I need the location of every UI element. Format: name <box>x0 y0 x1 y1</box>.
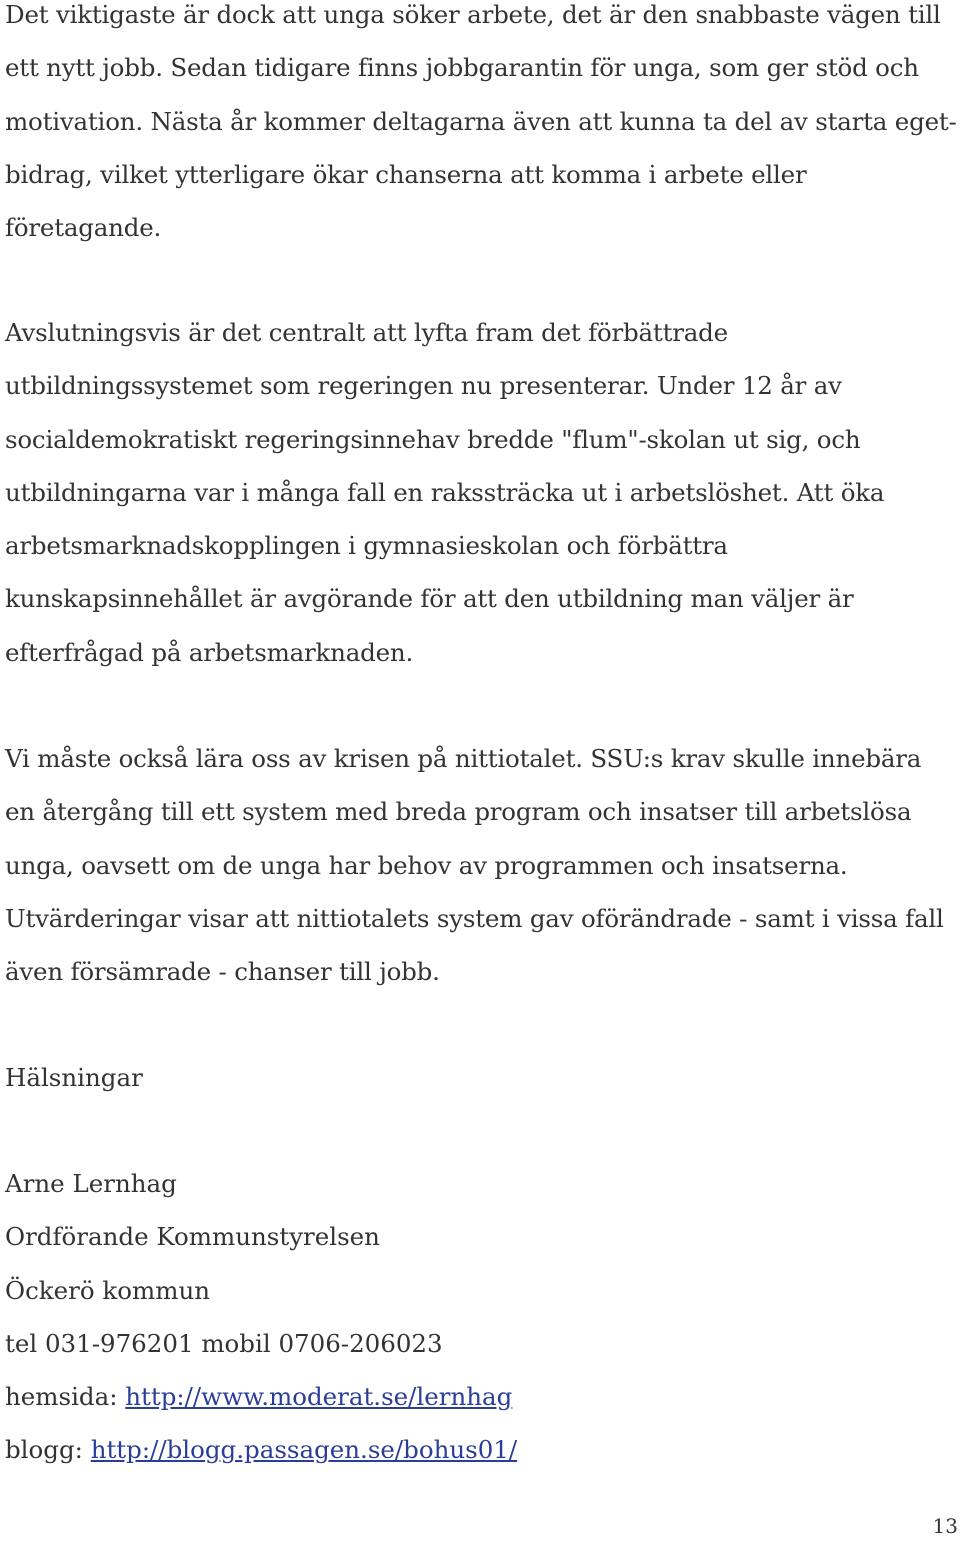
text-line: Det viktigaste är dock att unga söker arbete, det är den snabbaste vägen till <box>5 0 941 29</box>
text-line: en återgång till ett system med breda program och insatser till arbetslösa <box>5 797 912 827</box>
website-link[interactable]: http://www.moderat.se/lernhag <box>125 1382 513 1412</box>
text-line: utbildningssystemet som regeringen nu presenterar. Under 12 år av <box>5 371 842 401</box>
text-line: kunskapsinnehållet är avgörande för att den utbildning man väljer är <box>5 584 854 614</box>
paragraph-3 <box>5 732 955 998</box>
paragraph-1 <box>5 0 955 254</box>
signature-block <box>5 1157 517 1477</box>
paragraph-2 <box>5 306 955 679</box>
text-line: även försämrade - chanser till jobb. <box>5 957 440 987</box>
signature-website <box>5 1370 517 1423</box>
text-line: Vi måste också lära oss av krisen på nittiotalet. SSU:s krav skulle innebära <box>5 744 922 773</box>
signature-blog <box>5 1423 517 1476</box>
blog-link[interactable]: http://blogg.passagen.se/bohus01/ <box>90 1435 518 1465</box>
text-line: utbildningarna var i många fall en rakssträcka ut i arbetslöshet. Att öka <box>5 477 885 507</box>
page-number: 13 <box>932 1514 958 1538</box>
signature-title: Ordförande Kommunstyrelsen <box>5 1222 380 1252</box>
text-line: motivation. Nästa år kommer deltagarna även att kunna ta del av starta eget- <box>5 106 957 136</box>
text-line: socialdemokratiskt regeringsinnehav bredde "flum"-skolan ut sig, och <box>5 424 861 454</box>
greeting: Hälsningar <box>5 1063 143 1092</box>
text-line: efterfrågad på arbetsmarknaden. <box>5 637 414 667</box>
signature-phone: tel 031-976201 mobil 0706-206023 <box>5 1328 443 1358</box>
signature-name: Arne Lernhag <box>5 1169 177 1198</box>
text-line: unga, oavsett om de unga har behov av programmen och insatserna. <box>5 850 848 880</box>
signature-organization: Öckerö kommun <box>5 1275 211 1305</box>
text-line: Utvärderingar visar att nittiotalets system gav oförändrade - samt i vissa fall <box>5 903 944 933</box>
blog-label: blogg: <box>5 1435 91 1465</box>
website-label: hemsida: <box>5 1382 126 1412</box>
text-line: företagande. <box>5 213 162 243</box>
text-line: ett nytt jobb. Sedan tidigare finns jobbgarantin för unga, som ger stöd och <box>5 53 919 83</box>
text-line: arbetsmarknadskopplingen i gymnasieskolan och förbättra <box>5 531 728 561</box>
text-line: Avslutningsvis är det centralt att lyfta fram det förbättrade <box>5 318 728 347</box>
text-line: bidrag, vilket ytterligare ökar chanserna att komma i arbete eller <box>5 159 807 189</box>
